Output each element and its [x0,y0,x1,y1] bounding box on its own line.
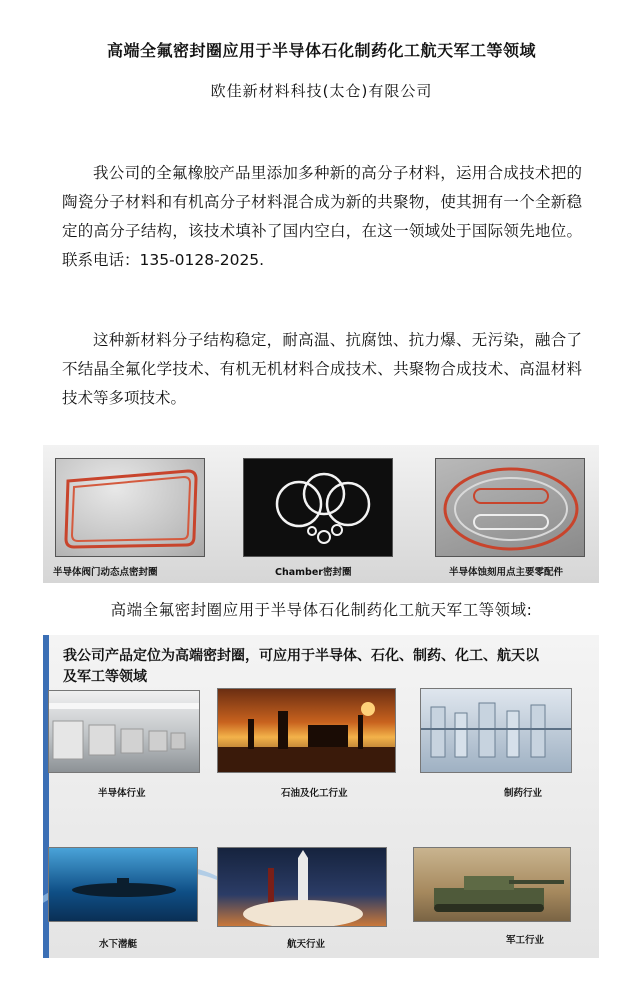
page-title: 高端全氟密封圈应用于半导体石化制药化工航天军工等领域 [106,41,536,60]
valve-seal-photo [55,458,205,557]
features-paragraph: 这种新材料分子结构稳定，耐高温、抗腐蚀、抗力爆、无污染，融合了不结晶全氟化学技术、有机无机材料合成技术、共聚物合成技术、高温材料技术等多项技术。 [62,331,582,407]
industry-slide [43,635,599,958]
semiconductor-photo [48,690,200,773]
intro-paragraph: 我公司的全氟橡胶产品里添加多种新的高分子材料，运用合成技术把的陶瓷分子材料和有机高分子材料混合成为新的共聚物，使其拥有一个全新稳定的高分子结构，该技术填补了国内空白，在这一领域处于国际领先地位。联系电话：135-0128-2025. [62,164,582,269]
section-subtitle: 高端全氟密封圈应用于半导体石化制药化工航天军工等领域: [110,601,533,619]
chamber-seal-photo [243,458,393,557]
military-photo [413,847,571,922]
industry-label: 水下潜艇 [99,939,138,950]
industry-label: 制药行业 [504,788,543,799]
pharmaceutical-photo [420,688,572,773]
product-photo-strip [43,445,599,583]
submarine-photo [48,847,198,922]
industry-label: 航天行业 [287,939,326,950]
industry-label: 石油及化工行业 [281,788,348,799]
product-caption: 半导体阀门动态点密封圈 [53,567,158,578]
etch-parts-photo [435,458,585,557]
petrochemical-photo [217,688,396,773]
aerospace-photo [217,847,387,927]
company-name: 欧佳新材料科技(太仓)有限公司 [210,82,433,100]
industry-label: 军工行业 [506,935,545,946]
slide-heading: 我公司产品定位为高端密封圈，可应用于半导体、石化、制药、化工、航天以及军工等领域 [63,648,539,685]
product-caption: Chamber密封圈 [275,567,352,578]
product-caption: 半导体蚀刻用点主要零配件 [449,567,564,578]
industry-label: 半导体行业 [98,788,146,799]
